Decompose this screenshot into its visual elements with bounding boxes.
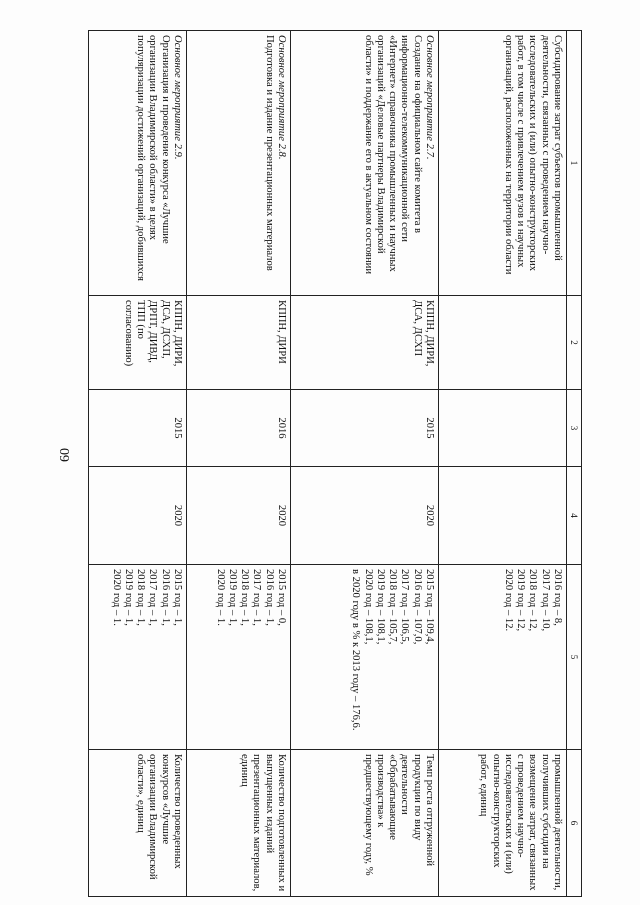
executors-cell: КППН, ДИРИ, ДСА, ДСХП, ДРПТ, ДИВД, ТПП (по согласованию) — [89, 296, 187, 390]
measures-table — [88, 30, 582, 897]
measure-title: Основное мероприятие 2.7. — [424, 35, 435, 160]
measure-cell — [439, 31, 567, 296]
indicator-cell: Темп роста отгруженной продукции по виду деятельности «Обрабатывающие производства» к предшествующему году, % — [291, 750, 439, 897]
measure-text: Субсидирование затрат субъектов промышленной деятельности, связанных с проведением научно-исследовательских и (или) опытно-конструкторских работ, в том числе с привлечением вузов и научных организаций, расположенных на территории области — [502, 35, 563, 275]
measure-title: Основное мероприятие 2.9. — [172, 35, 183, 160]
measure-cell — [291, 31, 439, 296]
executors-cell — [439, 296, 567, 390]
values-cell: 2015 год – 109,4, 2016 год – 107,0, 2017 год – 106,5, 2018 год – 105,7, 2019 год – 108,1, 2020 год – 108,1, в 2020 году в % к 2013 году – 176,6. — [291, 565, 439, 750]
end-year-cell: 2020 — [291, 467, 439, 565]
end-year-cell: 2020 — [187, 467, 291, 565]
measure-title: Основное мероприятие 2.8. — [276, 35, 287, 160]
start-year-cell — [439, 390, 567, 467]
indicator-cell: Количество подготовленных и выпущенных изданий презентационных материалов, единиц — [187, 750, 291, 897]
measure-cell — [89, 31, 187, 296]
values-cell: 2015 год – 1, 2016 год – 1, 2017 год – 1, 2018 год – 1, 2019 год – 1, 2020 год – 1. — [89, 565, 187, 750]
header-cell: 6 — [567, 750, 582, 897]
executors-cell: КППН, ДИРИ — [187, 296, 291, 390]
header-cell: 5 — [567, 565, 582, 750]
table-row — [291, 31, 439, 897]
page-number: 60 — [58, 448, 73, 462]
header-cell: 2 — [567, 296, 582, 390]
header-cell: 4 — [567, 467, 582, 565]
start-year-cell: 2016 — [187, 390, 291, 467]
measure-cell — [187, 31, 291, 296]
table-row — [187, 31, 291, 897]
start-year-cell: 2015 — [89, 390, 187, 467]
measure-text: Подготовка и издание презентационных материалов — [263, 35, 275, 271]
measure-text: Создание на официальном сайте комитета в информационно-телекоммуникационной сети «Интернет» справочника промышленных и научных организаций «Деловые партнеры Владимирской области» и поддержание его в актуальном состоянии — [362, 35, 423, 275]
rotated-table-container — [88, 30, 582, 896]
start-year-cell: 2015 — [291, 390, 439, 467]
executors-cell: КППН, ДИРИ, ДСА, ДСХП — [291, 296, 439, 390]
header-cell: 3 — [567, 390, 582, 467]
values-cell: 2016 год – 8, 2017 год – 10, 2018 год – 12, 2019 год – 12, 2020 год – 12. — [439, 565, 567, 750]
header-cell: 1 — [567, 31, 582, 296]
end-year-cell: 2020 — [89, 467, 187, 565]
indicator-cell: Количество проведенных конкурсов «Лучшие организации Владимирской области», единиц — [89, 750, 187, 897]
end-year-cell — [439, 467, 567, 565]
table-row — [439, 31, 567, 897]
header-row — [567, 31, 582, 897]
values-cell: 2015 год – 0, 2016 год – 1, 2017 год – 1, 2018 год – 1, 2019 год – 1, 2020 год – 1. — [187, 565, 291, 750]
measure-text: Организация и проведение конкурса «Лучшие организации Владимирской области» в целях популяризации достижений организаций, добившихся — [135, 35, 171, 281]
indicator-cell: промышленной деятельности, получивших субсидии на возмещение затрат, связанных с проведением научно-исследовательских и (или) опытно-конструкторских работ, единиц — [439, 750, 567, 897]
table-row — [89, 31, 187, 897]
